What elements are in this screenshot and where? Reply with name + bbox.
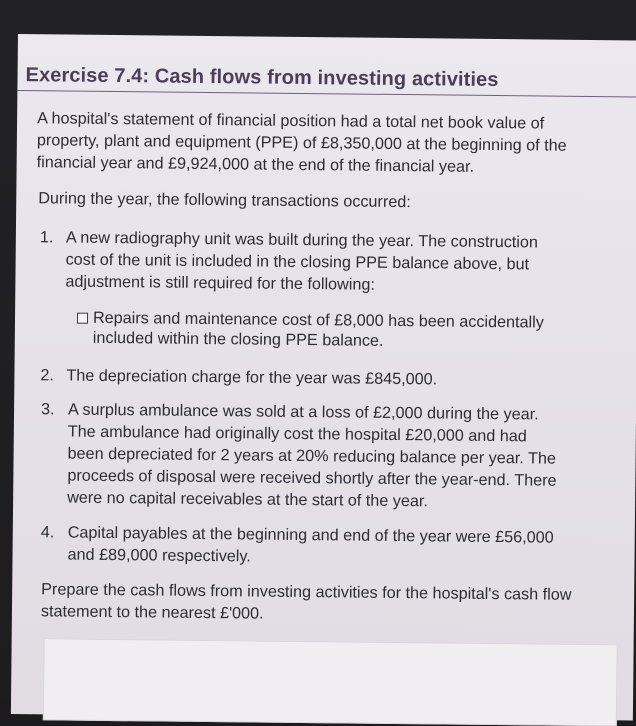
- intro-line-2: property, plant and equipment (PPE) of £8,350,000 at the beginning of the: [36, 131, 567, 155]
- sub-item-line-1: Repairs and maintenance cost of £8,000 has been accidentally: [92, 308, 544, 332]
- item-3-number: 3.: [40, 400, 55, 419]
- item-3-line-1: A surplus ambulance was sold at a loss of £2,000 during the year.: [67, 400, 539, 424]
- item-1-line-2: cost of the unit is included in the closing PPE balance above, but: [65, 250, 530, 274]
- answer-area[interactable]: [43, 638, 618, 726]
- exercise-title: Exercise 7.4: Cash flows from investing activities: [25, 64, 499, 92]
- item-4-number: 4.: [40, 523, 55, 542]
- item-3-line-4: proceeds of disposal were received shortly after the year-end. There: [67, 466, 557, 490]
- intro-line-3: financial year and £9,924,000 at the end of the financial year.: [36, 153, 475, 176]
- item-3-line-5: were no capital receivables at the start of the year.: [67, 488, 429, 511]
- item-1-line-3: adjustment is still required for the following:: [65, 272, 376, 294]
- prompt-line-2: statement to the nearest £'000.: [40, 602, 264, 623]
- intro-line-1: A hospital's statement of financial position had a total net book value of: [37, 109, 545, 133]
- sub-item-line-2: included within the closing PPE balance.: [92, 328, 384, 350]
- title-divider: [17, 90, 636, 98]
- item-2-line-1: The depreciation charge for the year was £845,000.: [66, 366, 438, 389]
- item-2-number: 2.: [40, 366, 55, 385]
- item-1-line-1: A new radiography unit was built during the year. The construction: [65, 228, 539, 252]
- item-4-line-1: Capital payables at the beginning and end of the year were £56,000: [67, 523, 554, 547]
- item-3-line-3: been depreciated for 2 years at 20% reducing balance per year. The: [67, 444, 557, 468]
- item-1-number: 1.: [39, 228, 54, 247]
- transactions-heading: During the year, the following transactions occurred:: [38, 189, 411, 212]
- checkbox-bullet-icon: [77, 313, 88, 324]
- item-4-line-2: and £89,000 respectively.: [67, 545, 251, 566]
- item-3-line-2: The ambulance had originally cost the hospital £20,000 and had: [67, 422, 527, 446]
- document-page: [11, 34, 636, 720]
- prompt-line-1: Prepare the cash flows from investing activities for the hospital's cash flow: [41, 580, 572, 604]
